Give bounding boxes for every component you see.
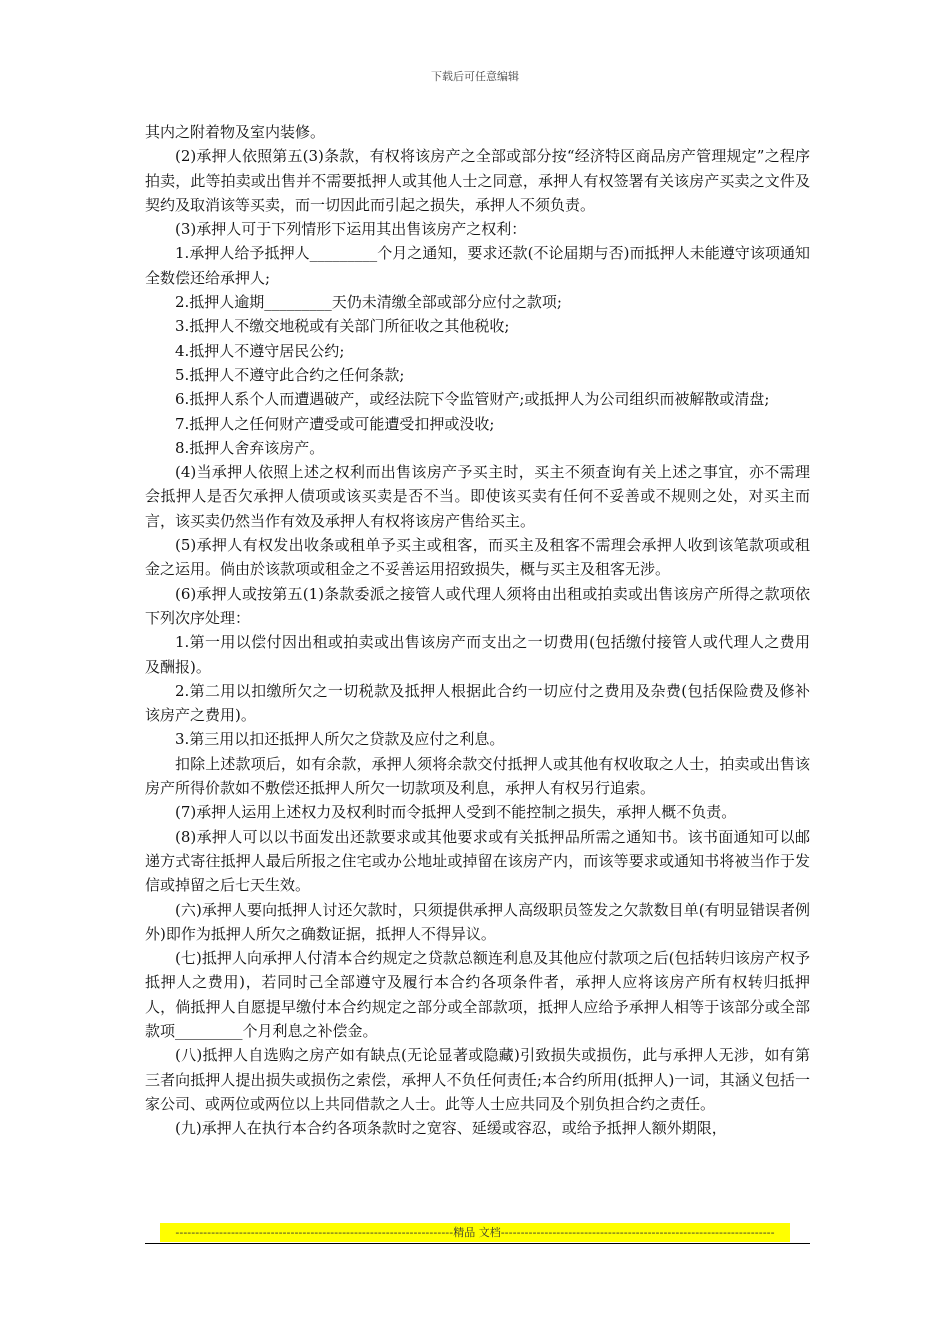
paragraph: 1.第一用以偿付因出租或拍卖或出售该房产而支出之一切费用(包括缴付接管人或代理人之费用及酬报)。 <box>145 633 810 676</box>
paragraph: 6.抵押人系个人而遭遇破产，或经法院下令监管财产;或抵押人为公司组织而被解散或清盘; <box>175 390 770 409</box>
paragraph: (5)承押人有权发出收条或租单予买主或租客，而买主及租客不需理会承押人收到该笔款项或租金之运用。倘由於该款项或租金之不妥善运用招致损失，概与买主及租客无涉。 <box>145 536 810 579</box>
document-body <box>145 120 810 1140</box>
paragraph: 其内之附着物及室内装修。 <box>145 123 326 141</box>
paragraph: 扣除上述款项后，如有余款，承押人须将余款交付抵押人或其他有权收取之人士，拍卖或出售该房产所得价款如不敷偿还抵押人所欠一切款项及利息，承押人有权另行追索。 <box>145 754 810 798</box>
paragraph: (4)当承押人依照上述之权利而出售该房产予买主时，买主不须查询有关上述之事宜，亦不需理会抵押人是否欠承押人债项或该买卖是否不当。即使该买卖有任何不妥善或不规则之处，对买主而言，该买卖仍然当作有效及承押人有权将该房产售给买主。 <box>145 463 810 530</box>
paragraph: (6)承押人或按第五(1)条款委派之接管人或代理人须将由出租或拍卖或出售该房产所得之款项依下列次序处理： <box>145 584 810 627</box>
page-header: 下载后可任意编辑 <box>431 70 519 83</box>
paragraph: 3.抵押人不缴交地税或有关部门所征收之其他税收; <box>175 317 510 336</box>
paragraph: 1.承押人给予抵押人_________个月之通知，要求还款(不论届期与否)而抵押人未能遵守该项通知全数偿还给承押人; <box>145 244 810 287</box>
paragraph: 2.抵押人逾期_________天仍未清缴全部或部分应付之款项; <box>175 293 562 312</box>
paragraph: 5.抵押人不遵守此合约之任何条款; <box>175 365 405 384</box>
paragraph: 7.抵押人之任何财产遭受或可能遭受扣押或没收; <box>175 414 495 433</box>
footer-banner: ----------------------------------------------------------------------精品 文档--------------------------------------------------------------------- <box>160 1223 790 1242</box>
paragraph: (8)承押人可以以书面发出还款要求或其他要求或有关抵押品所需之通知书。该书面通知可以邮递方式寄往抵押人最后所报之住宅或办公地址或掉留在该房产内，而该等要求或通知书将被当作于发信或掉留之后七天生效。 <box>145 827 810 895</box>
paragraph: (七)抵押人向承押人付清本合约规定之贷款总额连利息及其他应付款项之后(包括转归该房产权予抵押人之费用)，若同时己全部遵守及履行本合约各项条件者，承押人应将该房产所有权转归抵押人，倘抵押人自愿提早缴付本合约规定之部分或全部款项，抵押人应给予承押人相等于该部分或全部款项_________个月利息之补偿金。 <box>145 949 810 1040</box>
paragraph: 4.抵押人不遵守居民公约; <box>175 341 345 360</box>
paragraph: (7)承押人运用上述权力及权利时而令抵押人受到不能控制之损失，承押人概不负责。 <box>175 803 737 822</box>
paragraph: (八)抵押人自选购之房产如有缺点(无论显著或隐藏)引致损失或损伤，此与承押人无涉，如有第三者向抵押人提出损失或损伤之索偿，承押人不负任何责任;本合约所用(抵押人)一词，其涵义包括一家公司、或两位或两位以上共同借款之人士。此等人士应共同及个别负担合约之责任。 <box>145 1046 810 1113</box>
paragraph: (2)承押人依照第五(3)条款，有权将该房产之全部或部分按“经济特区商品房产管理规定”之程序拍卖，此等拍卖或出售并不需要抵押人或其他人士之同意，承押人有权签署有关该房产买卖之文件及契约及取消该等买卖，而一切因此而引起之损失，承押人不须负责。 <box>145 147 810 214</box>
paragraph: (九)承押人在执行本合约各项条款时之宽容、延缓或容忍，或给予抵押人额外期限， <box>175 1119 727 1138</box>
paragraph: (3)承押人可于下列情形下运用其出售该房产之权利： <box>175 220 527 239</box>
footer-divider <box>145 1243 810 1244</box>
paragraph: (六)承押人要向抵押人讨还欠款时，只须提供承押人高级职员签发之欠款数目单(有明显错误者例外)即作为抵押人所欠之确数证据，抵押人不得异议。 <box>145 900 810 943</box>
paragraph: 3.第三用以扣还抵押人所欠之贷款及应付之利息。 <box>175 730 505 749</box>
paragraph: 8.抵押人舍弃该房产。 <box>175 438 325 457</box>
paragraph: 2.第二用以扣缴所欠之一切税款及抵押人根据此合约一切应付之费用及杂费(包括保险费及修补该房产之费用)。 <box>145 681 810 725</box>
